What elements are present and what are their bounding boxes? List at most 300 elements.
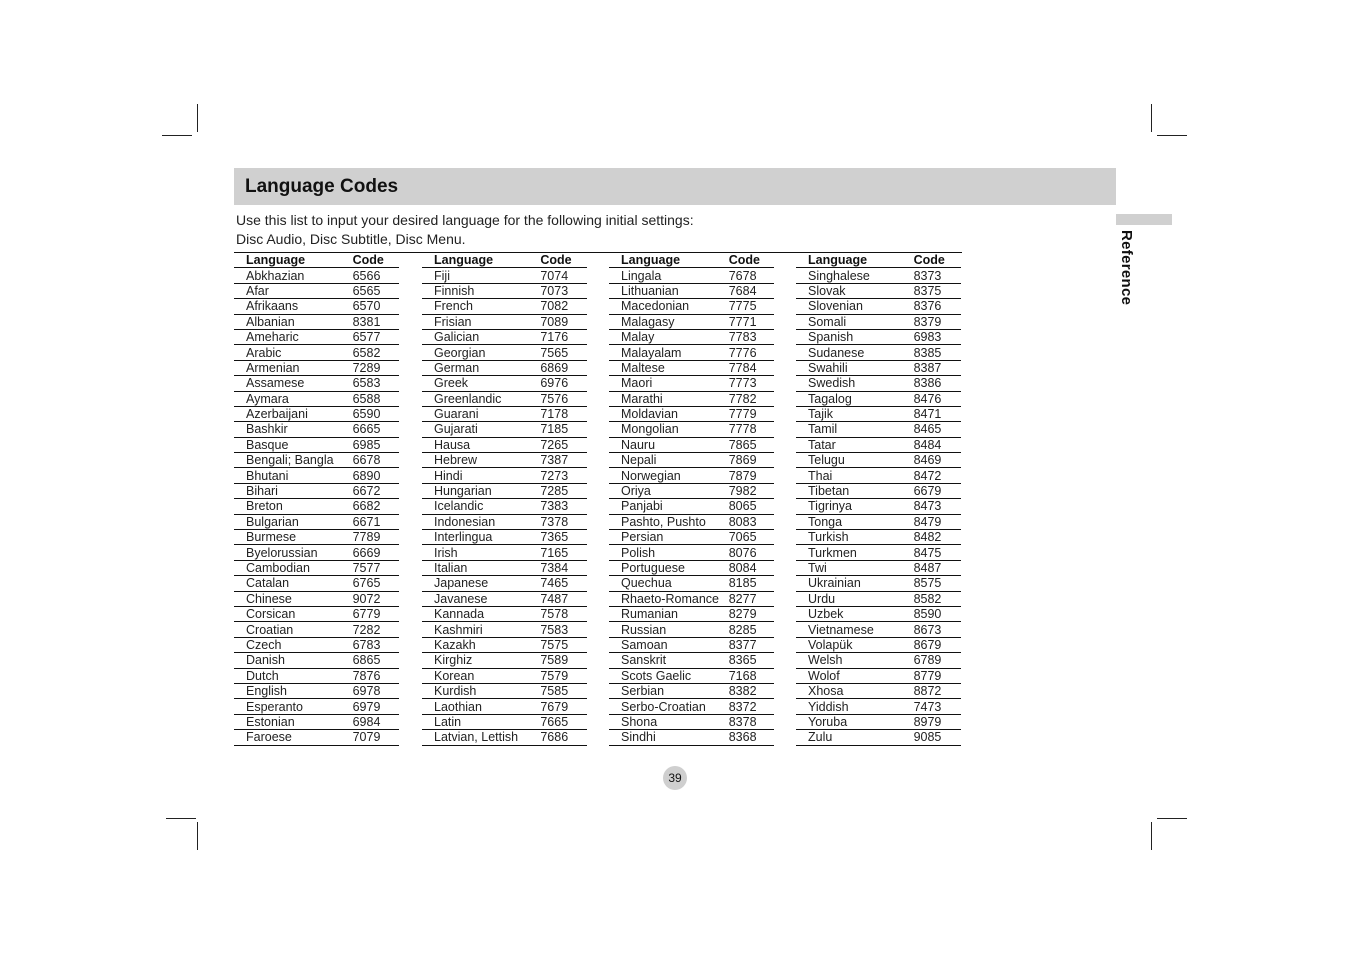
language-name: Bashkir [234,422,348,437]
table-row [796,499,961,514]
language-name: Tagalog [796,391,909,406]
table-header-row [234,253,399,268]
language-code: 8471 [909,406,961,421]
table-row [609,606,774,621]
intro-line: Disc Audio, Disc Subtitle, Disc Menu. [236,231,466,247]
language-code: 8479 [909,514,961,529]
crop-mark [1151,822,1152,850]
language-code: 8475 [909,545,961,560]
language-table [609,253,774,746]
table-row [796,283,961,298]
language-name: Latin [422,714,535,729]
table-row [234,714,399,729]
language-code: 8484 [909,437,961,452]
language-name: Vietnamese [796,622,909,637]
language-code: 8779 [909,668,961,683]
language-name: Indonesian [422,514,535,529]
table-header-row [422,253,587,268]
table-row [234,591,399,606]
language-code: 7686 [535,730,587,745]
language-name: Swahili [796,360,909,375]
language-name: Polish [609,545,724,560]
table-row [796,406,961,421]
language-code: 7579 [535,668,587,683]
language-name: Russian [609,622,724,637]
language-name: Welsh [796,653,909,668]
language-name: French [422,299,535,314]
language-code: 6678 [348,453,399,468]
section-label: Reference [1118,230,1135,306]
language-name: Shona [609,714,724,729]
table-header-row [796,253,961,268]
table-row [422,376,587,391]
table-row [609,437,774,452]
language-name: Armenian [234,360,348,375]
table-row [796,268,961,283]
language-code: 7168 [724,668,774,683]
table-row [234,530,399,545]
language-name: Xhosa [796,683,909,698]
table-row [796,714,961,729]
language-code: 8375 [909,283,961,298]
language-name: Wolof [796,668,909,683]
language-code: 6671 [348,514,399,529]
language-code: 8575 [909,576,961,591]
table-row [609,576,774,591]
language-name: Kurdish [422,683,535,698]
language-name: Macedonian [609,299,724,314]
language-name: Yiddish [796,699,909,714]
language-code: 7387 [535,453,587,468]
language-name: Ameharic [234,329,348,344]
table-row [609,268,774,283]
crop-mark [166,818,196,819]
table-row [234,483,399,498]
table-row [234,406,399,421]
table-row [609,483,774,498]
table-row [422,453,587,468]
table-row [796,514,961,529]
language-code: 6779 [348,606,399,621]
language-name: Croatian [234,622,348,637]
table-row [422,545,587,560]
language-name: Arabic [234,345,348,360]
crop-mark [197,104,198,132]
language-code: 8473 [909,499,961,514]
language-code: 7775 [724,299,774,314]
table-row [234,668,399,683]
language-code: 8472 [909,468,961,483]
header-language: Language [796,253,909,268]
language-name: Persian [609,530,724,545]
language-name: Albanian [234,314,348,329]
language-name: Tajik [796,406,909,421]
language-name: Abkhazian [234,268,348,283]
table-row [796,422,961,437]
language-code: 6976 [535,376,587,391]
language-name: Cambodian [234,560,348,575]
table-row [609,406,774,421]
language-code: 8076 [724,545,774,560]
language-code: 7378 [535,514,587,529]
table-row [422,530,587,545]
language-code: 7778 [724,422,774,437]
language-name: Turkmen [796,545,909,560]
language-code: 8387 [909,360,961,375]
table-row [234,499,399,514]
language-code: 8372 [724,699,774,714]
table-row [234,622,399,637]
header-code: Code [909,253,961,268]
table-row [234,345,399,360]
language-code: 6665 [348,422,399,437]
table-row [796,637,961,652]
crop-mark [1157,818,1187,819]
language-code: 7879 [724,468,774,483]
table-row [422,591,587,606]
language-code: 6985 [348,437,399,452]
language-code: 8285 [724,622,774,637]
language-name: Serbo-Croatian [609,699,724,714]
table-row [422,699,587,714]
language-code: 6565 [348,283,399,298]
language-name: Rhaeto-Romance [609,591,724,606]
language-name: Byelorussian [234,545,348,560]
language-code: 7784 [724,360,774,375]
language-code: 7578 [535,606,587,621]
language-table [796,253,961,746]
table-row [234,653,399,668]
language-name: Faroese [234,730,348,745]
language-code: 7282 [348,622,399,637]
language-name: Maltese [609,360,724,375]
language-code: 8083 [724,514,774,529]
language-code: 8465 [909,422,961,437]
language-code: 6789 [909,653,961,668]
language-name: Breton [234,499,348,514]
language-code: 7865 [724,437,774,452]
table-row [422,268,587,283]
table-column [422,253,587,746]
language-name: Malay [609,329,724,344]
language-code: 7265 [535,437,587,452]
language-name: Kannada [422,606,535,621]
language-name: Maori [609,376,724,391]
language-name: Javanese [422,591,535,606]
table-row [609,560,774,575]
language-code: 8382 [724,683,774,698]
language-name: Bengali; Bangla [234,453,348,468]
table-row [422,668,587,683]
table-row [609,699,774,714]
language-name: Lithuanian [609,283,724,298]
table-row [796,329,961,344]
language-name: Tibetan [796,483,909,498]
language-code: 7982 [724,483,774,498]
table-row [796,360,961,375]
table-header-row [609,253,774,268]
language-name: Korean [422,668,535,683]
language-code: 7082 [535,299,587,314]
table-row [609,453,774,468]
language-code: 8185 [724,576,774,591]
language-code: 8979 [909,714,961,729]
table-row [609,514,774,529]
table-row [609,376,774,391]
language-code: 8469 [909,453,961,468]
language-name: Bulgarian [234,514,348,529]
language-code: 6865 [348,653,399,668]
table-row [796,606,961,621]
table-row [796,453,961,468]
table-row [796,437,961,452]
language-name: Zulu [796,730,909,745]
language-code: 6570 [348,299,399,314]
language-name: Estonian [234,714,348,729]
table-row [234,514,399,529]
language-code: 7384 [535,560,587,575]
language-name: Somali [796,314,909,329]
language-code: 8590 [909,606,961,621]
table-row [234,730,399,745]
header-code: Code [348,253,399,268]
language-code: 8277 [724,591,774,606]
language-name: Yoruba [796,714,909,729]
language-code: 7073 [535,283,587,298]
table-row [609,360,774,375]
language-name: Telugu [796,453,909,468]
table-row [422,283,587,298]
language-code: 8279 [724,606,774,621]
title-bar [234,168,1116,205]
language-name: Tonga [796,514,909,529]
language-code: 8487 [909,560,961,575]
language-name: Azerbaijani [234,406,348,421]
language-code: 7285 [535,483,587,498]
language-name: Tigrinya [796,499,909,514]
table-row [234,283,399,298]
language-name: Slovak [796,283,909,298]
section-tab [1116,214,1172,225]
language-name: Kashmiri [422,622,535,637]
table-row [234,606,399,621]
language-name: German [422,360,535,375]
table-row [422,730,587,745]
language-name: Hebrew [422,453,535,468]
language-name: Hungarian [422,483,535,498]
table-row [422,576,587,591]
table-row [422,653,587,668]
table-row [609,653,774,668]
language-name: Portuguese [609,560,724,575]
table-row [234,437,399,452]
language-code: 6869 [535,360,587,375]
language-name: Interlingua [422,530,535,545]
table-row [796,468,961,483]
language-name: Turkish [796,530,909,545]
table-row [422,637,587,652]
table-row [422,499,587,514]
language-table [422,253,587,746]
table-row [422,299,587,314]
language-code: 6979 [348,699,399,714]
table-row [234,545,399,560]
table-column [796,253,961,746]
table-row [796,299,961,314]
language-name: Quechua [609,576,724,591]
language-code: 6765 [348,576,399,591]
language-name: Fiji [422,268,535,283]
language-code: 6978 [348,683,399,698]
language-code: 7185 [535,422,587,437]
language-name: Oriya [609,483,724,498]
language-name: Latvian, Lettish [422,730,535,745]
language-name: Aymara [234,391,348,406]
language-code: 8378 [724,714,774,729]
language-code: 7079 [348,730,399,745]
language-code: 8381 [348,314,399,329]
language-name: Basque [234,437,348,452]
language-name: Italian [422,560,535,575]
table-row [609,637,774,652]
language-code: 7577 [348,560,399,575]
language-code: 7869 [724,453,774,468]
language-code: 7585 [535,683,587,698]
language-code: 7665 [535,714,587,729]
language-code: 7776 [724,345,774,360]
language-name: Kazakh [422,637,535,652]
language-name: Chinese [234,591,348,606]
language-code: 9072 [348,591,399,606]
language-code: 8386 [909,376,961,391]
table-row [234,299,399,314]
language-name: Nauru [609,437,724,452]
table-row [796,345,961,360]
language-code: 7576 [535,391,587,406]
language-name: Swedish [796,376,909,391]
language-name: Slovenian [796,299,909,314]
table-row [234,391,399,406]
table-row [796,483,961,498]
language-code: 7176 [535,329,587,344]
table-row [796,560,961,575]
table-row [609,499,774,514]
table-row [422,483,587,498]
language-name: Bihari [234,483,348,498]
table-row [422,622,587,637]
language-code: 7679 [535,699,587,714]
language-code: 6682 [348,499,399,514]
language-name: Greek [422,376,535,391]
table-row [796,545,961,560]
language-name: Hindi [422,468,535,483]
language-code: 7583 [535,622,587,637]
language-code: 8679 [909,637,961,652]
language-name: Tatar [796,437,909,452]
language-code: 7589 [535,653,587,668]
language-code: 6590 [348,406,399,421]
language-name: Volapük [796,637,909,652]
page-title: Language Codes [245,176,399,197]
language-code: 6577 [348,329,399,344]
table-row [422,714,587,729]
table-row [422,437,587,452]
language-name: Frisian [422,314,535,329]
language-name: Malagasy [609,314,724,329]
table-row [796,683,961,698]
table-row [234,422,399,437]
table-row [609,730,774,745]
language-name: Gujarati [422,422,535,437]
table-row [422,406,587,421]
table-row [234,576,399,591]
table-row [234,699,399,714]
table-row [422,345,587,360]
language-code: 6582 [348,345,399,360]
table-row [234,360,399,375]
table-row [609,283,774,298]
language-code: 8482 [909,530,961,545]
language-name: Danish [234,653,348,668]
table-row [422,314,587,329]
language-code: 8365 [724,653,774,668]
language-name: Marathi [609,391,724,406]
language-code: 6984 [348,714,399,729]
language-code: 7678 [724,268,774,283]
language-name: Rumanian [609,606,724,621]
table-row [234,683,399,698]
table-row [796,576,961,591]
table-row [796,314,961,329]
table-row [609,683,774,698]
table-row [609,391,774,406]
crop-mark [197,822,198,850]
language-name: Thai [796,468,909,483]
table-row [234,637,399,652]
language-name: Guarani [422,406,535,421]
header-code: Code [535,253,587,268]
language-code: 8385 [909,345,961,360]
language-code: 7365 [535,530,587,545]
language-name: Japanese [422,576,535,591]
language-name: Panjabi [609,499,724,514]
language-name: Icelandic [422,499,535,514]
table-row [609,530,774,545]
language-name: Tamil [796,422,909,437]
table-row [796,391,961,406]
language-code: 7782 [724,391,774,406]
language-code: 6588 [348,391,399,406]
language-name: Kirghiz [422,653,535,668]
language-code: 8872 [909,683,961,698]
language-name: Afar [234,283,348,298]
language-name: Sanskrit [609,653,724,668]
language-code: 8376 [909,299,961,314]
language-code: 6783 [348,637,399,652]
language-code: 6672 [348,483,399,498]
language-name: Bhutani [234,468,348,483]
language-name: Greenlandic [422,391,535,406]
header-code: Code [724,253,774,268]
language-name: Ukrainian [796,576,909,591]
language-name: Galician [422,329,535,344]
table-row [234,314,399,329]
table-column [609,253,774,746]
table-row [422,422,587,437]
table-row [422,329,587,344]
language-name: Georgian [422,345,535,360]
language-code: 6679 [909,483,961,498]
